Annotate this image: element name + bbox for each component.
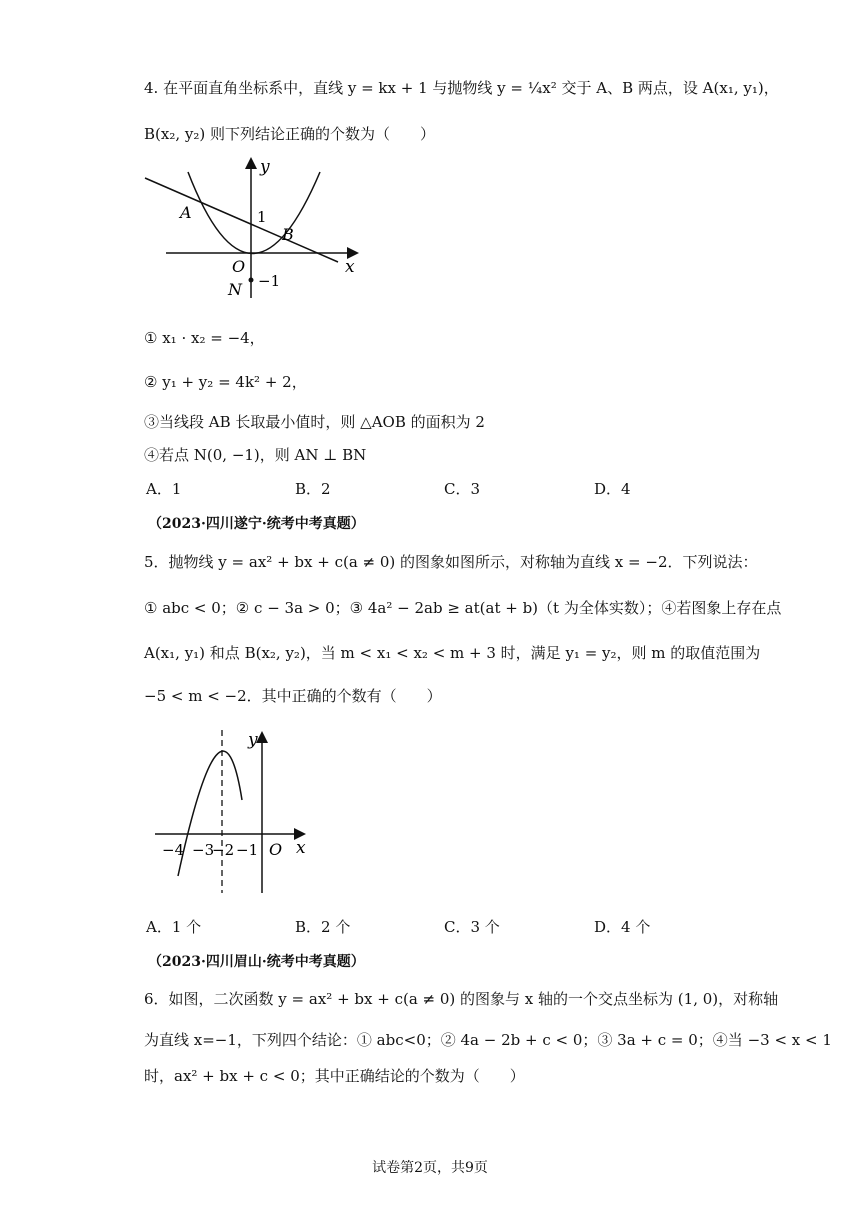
q4-label-1: 1 xyxy=(257,208,267,226)
q4-parabola xyxy=(188,172,320,254)
q4-point-n xyxy=(249,278,254,283)
q5-figure xyxy=(150,728,320,898)
q5-tick-neg2: −2 xyxy=(212,841,235,859)
q5-stem-line-3: A(x₁, y₁) 和点 B(x₂, y₂)，当 m < x₁ < x₂ < m + 3 时，满足 y₁ = y₂，则 m 的取值范围为 xyxy=(144,644,761,662)
q5-stem-line-4: −5 < m < −2．其中正确的个数有（ ） xyxy=(144,687,442,705)
q5-tick-neg3: −3 xyxy=(192,841,215,859)
q4-label-neg1: −1 xyxy=(258,272,281,290)
q4-statement-4: ④若点 N(0, −1)，则 AN ⊥ BN xyxy=(144,446,367,464)
q4-statement-2: ② y₁ + y₂ = 4k² + 2， xyxy=(144,373,307,391)
q4-statement-1: ① x₁ · x₂ = −4， xyxy=(144,329,265,347)
q5-option-d[interactable]: D．4 个 xyxy=(594,918,651,936)
q5-label-o: O xyxy=(269,840,283,859)
q5-option-c[interactable]: C．3 个 xyxy=(444,918,500,936)
q6-stem-line-2: 为直线 x=−1，下列四个结论：① abc<0；② 4a − 2b + c < 0；③ 3a + c = 0；④当 −3 < x < 1 xyxy=(144,1031,832,1049)
q4-stem-line-2: B(x₂, y₂) 则下列结论正确的个数为（ ） xyxy=(144,125,435,143)
q5-tick-neg1: −1 xyxy=(236,841,259,859)
q5-label-y: y xyxy=(248,730,258,750)
q5-option-a[interactable]: A．1 个 xyxy=(146,918,202,936)
q4-label-y: y xyxy=(260,157,270,177)
q4-line xyxy=(145,178,338,262)
q6-stem-line-1: 6．如图，二次函数 y = ax² + bx + c(a ≠ 0) 的图象与 x 轴的一个交点坐标为 (1, 0)，对称轴 xyxy=(144,990,779,1008)
q4-option-b[interactable]: B．2 xyxy=(295,480,331,498)
q5-stem-line-2: ① abc < 0；② c − 3a > 0；③ 4a² − 2ab ≥ at(at + b)（t 为全体实数）；④若图象上存在点 xyxy=(144,599,782,617)
q5-tick-neg4: −4 xyxy=(162,841,185,859)
source-suining: （2023·四川遂宁·统考中考真题） xyxy=(148,516,365,532)
q4-option-a[interactable]: A．1 xyxy=(146,480,182,498)
q5-label-x: x xyxy=(296,838,306,858)
q5-stem-line-1: 5．抛物线 y = ax² + bx + c(a ≠ 0) 的图象如图所示，对称轴为直线 x = −2．下列说法： xyxy=(144,553,758,571)
page-footer: 试卷第2页，共9页 xyxy=(372,1160,488,1176)
q4-label-n: N xyxy=(228,280,242,299)
q4-stem-line-1: 4. 在平面直角坐标系中，直线 y = kx + 1 与抛物线 y = ¼x² 交于 A、B 两点，设 A(x₁, y₁)， xyxy=(144,79,779,97)
source-meishan: （2023·四川眉山·统考中考真题） xyxy=(148,954,365,970)
q4-label-x: x xyxy=(345,257,355,277)
q4-label-b: B xyxy=(282,225,294,244)
q4-option-d[interactable]: D．4 xyxy=(594,480,631,498)
q4-label-a: A xyxy=(180,203,192,222)
q4-label-o: O xyxy=(232,257,246,276)
q5-option-b[interactable]: B．2 个 xyxy=(295,918,351,936)
q6-stem-line-3: 时，ax² + bx + c < 0；其中正确结论的个数为（ ） xyxy=(144,1067,525,1085)
q4-statement-3: ③当线段 AB 长取最小值时，则 △AOB 的面积为 2 xyxy=(144,413,485,431)
q4-option-c[interactable]: C．3 xyxy=(444,480,481,498)
q4-figure xyxy=(140,150,370,300)
